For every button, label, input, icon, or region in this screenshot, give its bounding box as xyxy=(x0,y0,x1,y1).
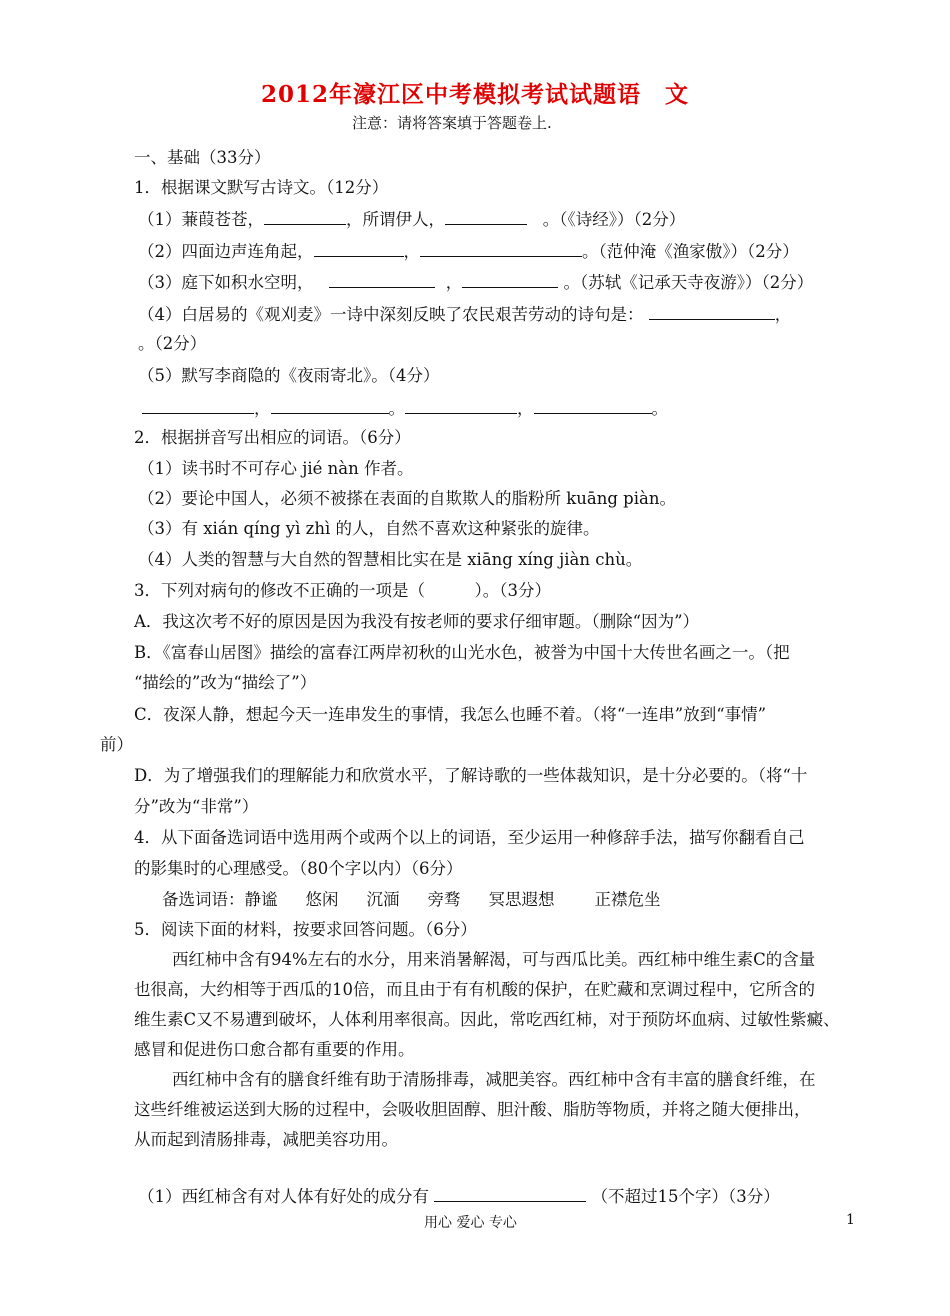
q3-option-a: A．我这次考不好的原因是因为我没有按老师的要求仔细审题。（删除“因为”） xyxy=(134,612,700,631)
passage-line: 西红柿中含有的膳食纤维有助于清肠排毒，减肥美容。西红柿中含有丰富的膳食纤维，在 xyxy=(172,1070,816,1089)
answer-blank[interactable] xyxy=(649,303,775,320)
q3-option-d-cont: 分”改为“非常”） xyxy=(134,797,259,816)
answer-blank[interactable] xyxy=(462,271,558,288)
question-4-heading-cont: 的影集时的心理感受。（80个字以内）（6分） xyxy=(134,859,463,878)
page-number: 1 xyxy=(846,1212,855,1228)
passage-line: 感冒和促进伤口愈合都有重要的作用。 xyxy=(134,1040,415,1059)
q2-item-3: （3）有 xián qíng yì zhì 的人，自然不喜欢这种紧张的旋律。 xyxy=(138,519,600,538)
answer-blank[interactable] xyxy=(314,240,404,257)
section-heading: 一、基础（33分） xyxy=(134,148,271,167)
q2-item-2: （2）要论中国人，必须不被搽在表面的自欺欺人的脂粉所 kuāng piàn。 xyxy=(138,489,676,508)
q5-sub-1: （1）西红柿含有对人体有好处的成分有 （不超过15个字）（3分） xyxy=(138,1187,780,1206)
q3-option-b-cont: “描绘的”改为“描绘了”） xyxy=(134,673,317,692)
answer-blank[interactable] xyxy=(271,397,389,414)
answer-blank[interactable] xyxy=(534,397,652,414)
word-list-label: 备选词语： xyxy=(162,890,245,909)
question-4-heading: 4．从下面备选词语中选用两个或两个以上的词语，至少运用一种修辞手法，描写你翻看自己 xyxy=(134,828,805,847)
answer-blank[interactable] xyxy=(142,397,254,414)
q1-item-1: （1）蒹葭苍苍， ，所谓伊人， 。（《诗经》）（2分） xyxy=(138,210,686,229)
q1-item-3: （3）庭下如积水空明， ， 。（苏轼《记承天寺夜游》）（2分） xyxy=(138,273,814,292)
passage-line: 这些纤维被运送到大肠的过程中，会吸收胆固醇、胆汁酸、脂肪等物质，并将之随大便排出， xyxy=(134,1100,811,1119)
notice: 注意：请将答案填于答题卷上. xyxy=(352,114,552,132)
q4-word-list: 备选词语：静谧 悠闲 沉湎 旁骛 冥思遐想 正襟危坐 xyxy=(162,890,661,909)
passage-line: 维生素C又不易遭到破坏，人体利用率很高。因此，常吃西红柿，对于预防坏血病、过敏性紫癜、 xyxy=(134,1010,840,1029)
answer-blank[interactable] xyxy=(405,397,517,414)
question-1-heading: 1．根据课文默写古诗文。（12分） xyxy=(134,178,389,197)
q3-option-d: D．为了增强我们的理解能力和欣赏水平，了解诗歌的一些体裁知识，是十分必要的。（将“十 xyxy=(134,766,808,785)
q2-item-1: （1）读书时不可存心 jié nàn 作者。 xyxy=(138,459,414,478)
q3-option-c-cont: 前） xyxy=(100,735,133,754)
question-3-heading: 3．下列对病句的修改不正确的一项是（ ）。（3分） xyxy=(134,581,551,600)
page-title: 2012年濠江区中考模拟考试试题语 文 xyxy=(260,81,689,108)
answer-blank[interactable] xyxy=(445,208,527,225)
q1-item-4-cont: 。（2分） xyxy=(138,334,207,353)
q1-item-5: （5）默写李商隐的《夜雨寄北》。（4分） xyxy=(138,366,440,385)
q2-item-4: （4）人类的智慧与大自然的智慧相比实在是 xiāng xíng jiàn chù。 xyxy=(138,550,643,569)
question-2-heading: 2．根据拼音写出相应的词语。（6分） xyxy=(134,428,411,447)
passage-line: 也很高，大约相等于西瓜的10倍，而且由于有有机酸的保护，在贮藏和烹调过程中，它所含的 xyxy=(134,980,815,999)
footer-text: 用心 爱心 专心 xyxy=(424,1215,517,1231)
passage-line: 西红柿中含有94%左右的水分，用来消暑解渴，可与西瓜比美。西红柿中维生素C的含量 xyxy=(172,950,816,969)
answer-blank[interactable] xyxy=(329,271,435,288)
q1-item-2: （2）四面边声连角起， ， 。（范仲淹《渔家傲》）（2分） xyxy=(138,242,799,261)
answer-blank[interactable] xyxy=(264,208,346,225)
question-5-heading: 5．阅读下面的材料，按要求回答问题。（6分） xyxy=(134,920,477,939)
q1-item-5-blanks: ， 。 ， 。 xyxy=(142,397,668,420)
q3-option-c: C．夜深人静，想起今天一连串发生的事情，我怎么也睡不着。（将“一连串”放到“事情” xyxy=(134,705,767,724)
passage-line: 从而起到清肠排毒，减肥美容功用。 xyxy=(134,1130,398,1149)
q1-item-4: （4）白居易的《观刈麦》一诗中深刻反映了农民艰苦劳动的诗句是： ， xyxy=(138,305,792,324)
answer-blank[interactable] xyxy=(420,240,582,257)
answer-blank[interactable] xyxy=(434,1185,586,1202)
q3-option-b: B．《富春山居图》描绘的富春江两岸初秋的山光水色，被誉为中国十大传世名画之一。（把 xyxy=(134,643,790,662)
